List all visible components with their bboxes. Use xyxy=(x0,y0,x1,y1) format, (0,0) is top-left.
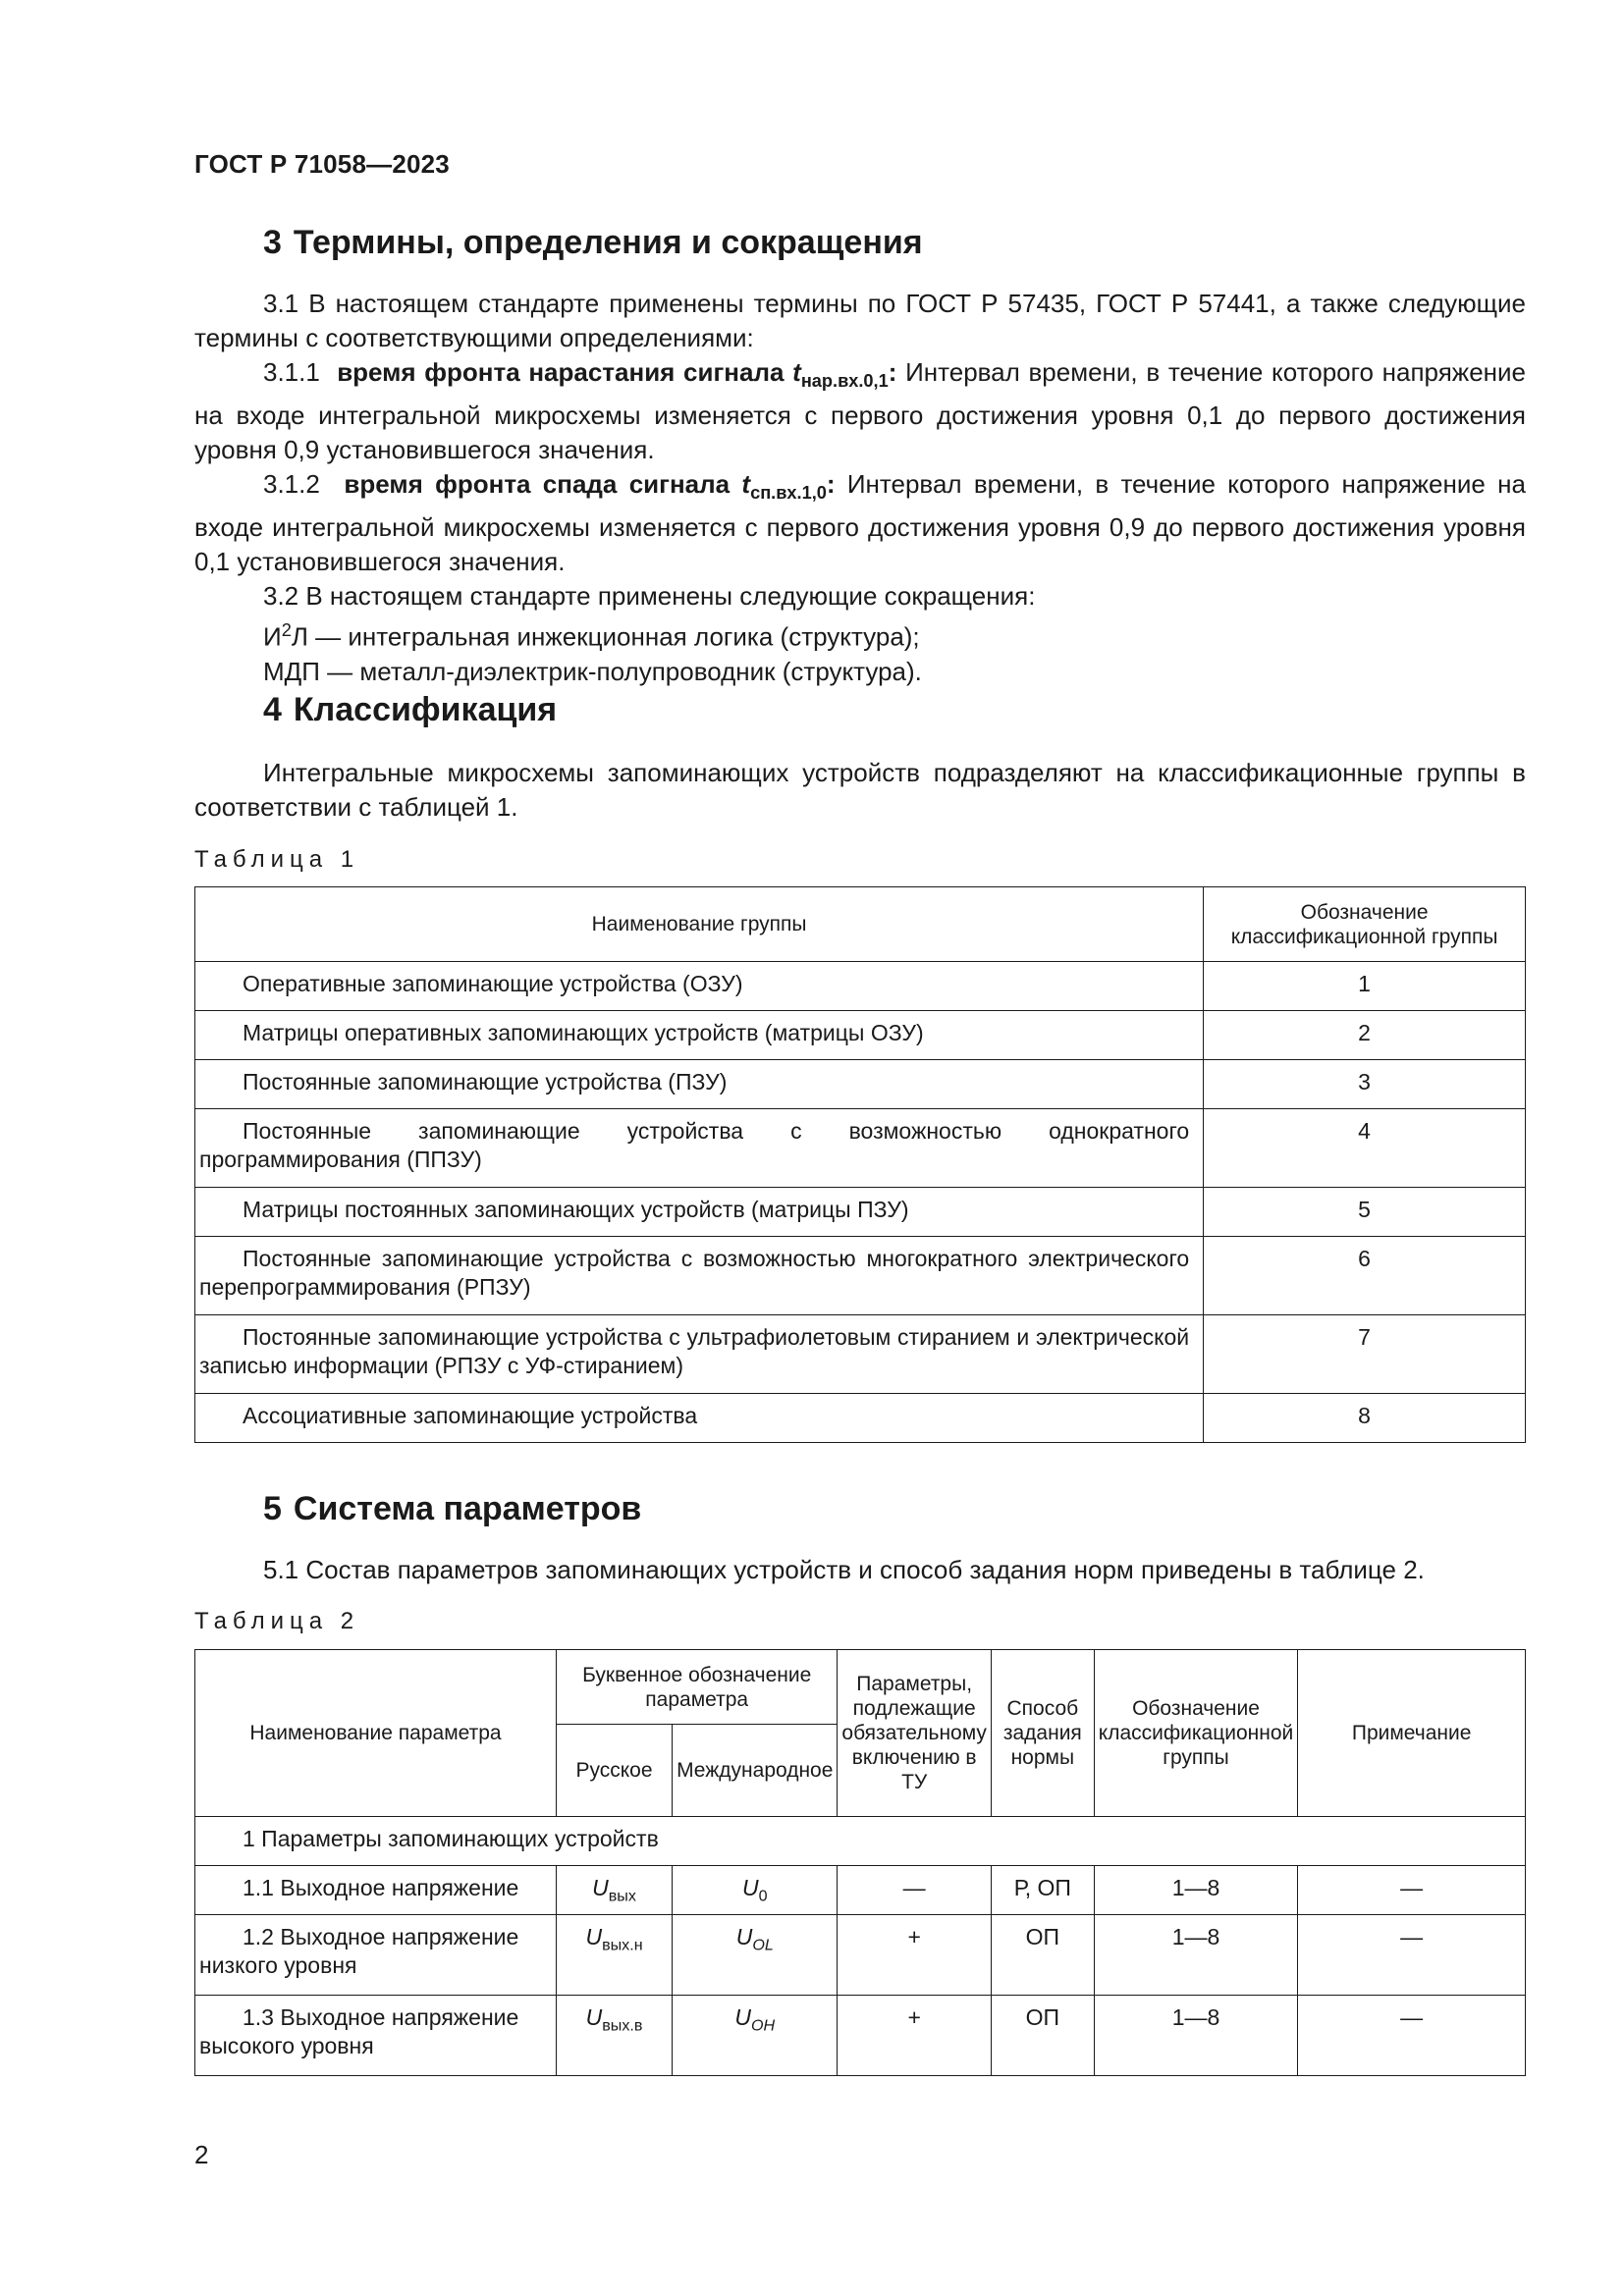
group-name: Постоянные запоминающие устройства с ультрафиолетовым стиранием и электрической записью информации (РПЗУ с УФ-стиранием) xyxy=(199,1324,1190,1378)
section-number: 5 xyxy=(263,1490,282,1527)
column-header-international: Международное xyxy=(673,1725,838,1817)
group-name: Матрицы оперативных запоминающих устройств (матрицы ОЗУ) xyxy=(243,1020,924,1045)
param-note: — xyxy=(1298,1915,1526,1996)
section-number: 3 xyxy=(263,224,282,261)
column-header-tu: Параметры, подлежащие обязательному включению в ТУ xyxy=(838,1650,991,1817)
abbreviation-mdp: МДП — металл-диэлектрик-полупроводник (структура). xyxy=(263,657,922,687)
section-number: 4 xyxy=(263,691,282,728)
group-code: 6 xyxy=(1204,1237,1526,1315)
table-row xyxy=(195,1996,1526,2076)
group-name: Ассоциативные запоминающие устройства xyxy=(243,1403,698,1428)
column-header-note: Примечание xyxy=(1298,1650,1526,1817)
table-row xyxy=(195,1109,1526,1188)
section-3-heading xyxy=(263,224,923,262)
param-symbol-russian: $U_{вых.в}$ xyxy=(556,1996,672,2076)
table-row xyxy=(195,1237,1526,1315)
param-symbol-international: $U_{OH}$ xyxy=(673,1996,838,2076)
paragraph-3-1: 3.1 В настоящем стандарте применены термины по ГОСТ Р 57435, ГОСТ Р 57441, а также следующие термины с соответствующими определениями: xyxy=(194,289,1526,352)
param-method: ОП xyxy=(991,1915,1094,1996)
table-row xyxy=(195,1915,1526,1996)
param-name: 1.2 Выходное напряжение xyxy=(243,1924,519,1949)
group-name: Постоянные запоминающие устройства с возможностью многократного электрического перепрограммирования (РПЗУ) xyxy=(199,1246,1190,1300)
param-symbol-international: $U_0$ xyxy=(673,1866,838,1915)
paragraph-4: Интегральные микросхемы запоминающих устройств подразделяют на классификационные группы в соответствии с таблицей 1. xyxy=(194,758,1526,822)
group-code: 8 xyxy=(1204,1394,1526,1443)
param-tu: + xyxy=(838,1996,991,2076)
term-3-1-2: 3.1.2 время фронта спада сигнала $t_{сп.вх.1,0}$: Интервал времени, в течение которого напряжение на входе интегральной микросхемы изменяется с первого достижения уровня 0,9 до первого достижения уровня 0,1 установившегося значения. xyxy=(194,469,1526,577)
table-header-row xyxy=(195,1650,1526,1725)
table-row xyxy=(195,962,1526,1011)
table-row xyxy=(195,1394,1526,1443)
param-symbol-russian: $U_{вых}$ xyxy=(556,1866,672,1915)
group-code: 1 xyxy=(1204,962,1526,1011)
group-name: Постоянные запоминающие устройства (ПЗУ) xyxy=(243,1069,728,1095)
group-code: 4 xyxy=(1204,1109,1526,1188)
section-5-heading xyxy=(263,1490,641,1528)
group-code: 3 xyxy=(1204,1060,1526,1109)
group-name: Оперативные запоминающие устройства (ОЗУ) xyxy=(243,971,743,996)
table-row xyxy=(195,1060,1526,1109)
param-method: Р, ОП xyxy=(991,1866,1094,1915)
table-row xyxy=(195,1315,1526,1394)
column-header-group-name: Наименование группы xyxy=(195,887,1204,962)
param-name: 1.1 Выходное напряжение xyxy=(243,1875,519,1900)
section-title: Система параметров xyxy=(293,1490,642,1527)
group-code: 7 xyxy=(1204,1315,1526,1394)
param-symbol-international: $U_{OL}$ xyxy=(673,1915,838,1996)
param-method: ОП xyxy=(991,1996,1094,2076)
section-title: Термины, определения и сокращения xyxy=(293,224,923,261)
column-header-group: Обозначение классификационной группы xyxy=(1094,1650,1297,1817)
param-group: 1—8 xyxy=(1094,1996,1297,2076)
table-section-row xyxy=(195,1817,1526,1866)
column-header-russian: Русское xyxy=(556,1725,672,1817)
group-name: Матрицы постоянных запоминающих устройств (матрицы ПЗУ) xyxy=(243,1197,909,1222)
table-row xyxy=(195,1866,1526,1915)
table-row xyxy=(195,1011,1526,1060)
param-note: — xyxy=(1298,1996,1526,2076)
param-name: 1.3 Выходное напряжение xyxy=(243,2004,519,2030)
page-number: 2 xyxy=(194,2140,209,2169)
param-group: 1—8 xyxy=(1094,1866,1297,1915)
term-3-1-1: 3.1.1 время фронта нарастания сигнала $t_{нар.вх.0,1}$: Интервал времени, в течение которого напряжение на входе интегральной микросхемы изменяется с первого достижения уровня 0,1 до первого достижения уровня 0,9 установившегося значения. xyxy=(194,357,1526,465)
param-tu: — xyxy=(838,1866,991,1915)
column-header-letter: Буквенное обозначение параметра xyxy=(556,1650,837,1725)
column-header-param-name: Наименование параметра xyxy=(195,1650,557,1817)
table-header-row xyxy=(195,887,1526,962)
param-group: 1—8 xyxy=(1094,1915,1297,1996)
table-2 xyxy=(194,1649,1526,2076)
section-3-body xyxy=(194,287,1526,689)
column-header-group-code: Обозначение классификационной группы xyxy=(1204,887,1526,962)
param-note: — xyxy=(1298,1866,1526,1915)
paragraph-3-2: 3.2 В настоящем стандарте применены следующие сокращения: xyxy=(263,581,1036,612)
param-name-continued: низкого уровня xyxy=(199,1952,357,1978)
document-header: ГОСТ Р 71058—2023 xyxy=(194,149,450,179)
param-symbol-russian: $U_{вых.н}$ xyxy=(556,1915,672,1996)
table-1 xyxy=(194,886,1526,1443)
param-name-continued: высокого уровня xyxy=(199,2033,374,2058)
column-header-method: Способ задания нормы xyxy=(991,1650,1094,1817)
table-2-caption: Таблица 2 xyxy=(194,1608,360,1634)
table-1-caption: Таблица 1 xyxy=(194,846,360,873)
group-name: Постоянные запоминающие устройства с возможностью однократного программирования (ППЗУ) xyxy=(199,1118,1190,1172)
section-4-heading xyxy=(263,691,557,729)
group-code: 5 xyxy=(1204,1188,1526,1237)
group-code: 2 xyxy=(1204,1011,1526,1060)
section-title: Классификация xyxy=(293,691,558,728)
param-tu: + xyxy=(838,1915,991,1996)
section-row-label: 1 Параметры запоминающих устройств xyxy=(195,1817,1526,1866)
section-5-body xyxy=(194,1553,1526,1587)
paragraph-5-1: 5.1 Состав параметров запоминающих устройств и способ задания норм приведены в таблице 2. xyxy=(263,1555,1425,1584)
section-4-body xyxy=(194,756,1526,825)
abbreviation-i2l: $И^2Л$ — интегральная инжекционная логика (структура); xyxy=(263,620,920,653)
table-row xyxy=(195,1188,1526,1237)
